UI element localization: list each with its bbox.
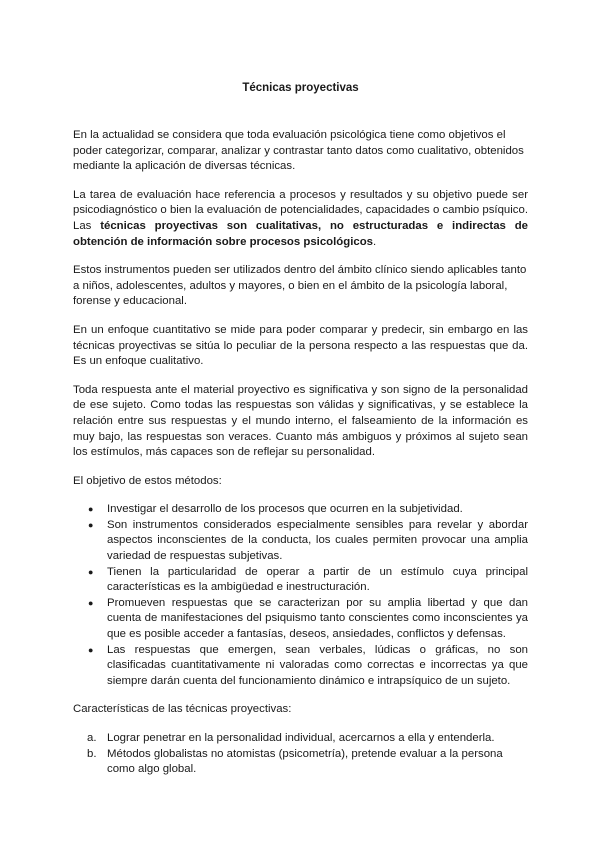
list-item-text: Métodos globalistas no atomistas (psicometría), pretende evaluar a la persona como algo global. xyxy=(107,747,503,776)
paragraph-approach: En un enfoque cuantitativo se mide para poder comparar y predecir, sin embargo en las técnicas proyectivas se sitúa lo peculiar de la persona respecto a las respuestas que da. Es un enfoque cualitativo. xyxy=(73,323,528,368)
paragraph-evaluation-end: . xyxy=(373,235,377,248)
list-item xyxy=(73,747,528,778)
list-item xyxy=(73,518,528,565)
list-item xyxy=(73,643,528,690)
list-item xyxy=(73,596,528,643)
characteristics-heading: Características de las técnicas proyectivas: xyxy=(73,703,292,716)
list-marker: b. xyxy=(87,747,97,760)
list-item-text: Tienen la particularidad de operar a partir de un estímulo cuya principal características es la ambigüedad e inestructuración. xyxy=(107,565,528,594)
bullet-icon: ● xyxy=(88,519,94,530)
list-item-text: Promueven respuestas que se caracterizan por su amplia libertad y que dan cuenta de manifestaciones del psiquismo tanto conscientes como inconscientes ya que es posible acceder a fantasías, deseos, ansiedades, conflictos y defensas. xyxy=(107,596,528,641)
objectives-list xyxy=(73,502,528,689)
list-marker: a. xyxy=(87,732,97,744)
bullet-icon: ● xyxy=(88,566,94,577)
paragraph-response: Toda respuesta ante el material proyectivo es significativa y son signo de la personalidad de ese sujeto. Como todas las respuestas son válidas y significativas, y se establece la relación entre sus respuestas y el mundo interno, el falseamiento de la información es muy bajo, las respuestas son veraces. Cuanto más ambiguos y próximos al sujeto sean los estímulos, más capaces son de reflejar su personalidad. xyxy=(73,383,528,459)
paragraph-objective-heading: El objetivo de estos métodos: xyxy=(73,474,222,487)
bullet-icon: ● xyxy=(88,644,94,655)
paragraph-intro: En la actualidad se considera que toda evaluación psicológica tiene como objetivos el poder categorizar, comparar, analizar y contrastar tanto datos como cualitativo, obtenidos mediante la aplicación de diversas técnicas. xyxy=(73,129,524,173)
list-item-text: Investigar el desarrollo de los procesos que ocurren en la subjetividad. xyxy=(107,503,463,516)
list-item xyxy=(73,731,528,747)
characteristics-list xyxy=(73,731,528,778)
bullet-icon: ● xyxy=(88,504,94,515)
paragraph-evaluation xyxy=(73,188,528,250)
paragraph-evaluation-text: La tarea de evaluación hace referencia a procesos y resultados y su objetivo puede ser psicodiagnóstico o bien la evaluación de potencialidades, capacidades o cambio psíquico. Las xyxy=(73,188,528,232)
list-item-text: Las respuestas que emergen, sean verbales, lúdicas o gráficas, no son clasificadas cuantitativamente ni valoradas como correctas e incorrectas ya que siempre darán cuenta del funcionamiento dinámico e intrapsíquico de un sujeto. xyxy=(107,643,528,687)
paragraph-instruments: Estos instrumentos pueden ser utilizados dentro del ámbito clínico siendo aplicables tanto a niños, adolescentes, adultos y mayores, o bien en el ámbito de la psicología laboral, forense y educacional. xyxy=(73,264,527,308)
list-item-text: Son instrumentos considerados especialmente sensibles para revelar y abordar aspectos inconscientes de la conducta, los cuales permiten provocar una amplia variedad de respuestas subjetivas. xyxy=(107,518,528,563)
paragraph-evaluation-bold: técnicas proyectivas son cualitativas, no estructuradas e indirectas de obtención de información sobre procesos psicológicos xyxy=(73,219,528,248)
document-body xyxy=(73,128,528,778)
list-item xyxy=(73,502,528,518)
list-item xyxy=(73,565,528,596)
list-item-text: Lograr penetrar en la personalidad individual, acercarnos a ella y entenderla. xyxy=(107,732,495,744)
bullet-icon: ● xyxy=(88,597,94,608)
document-title: Técnicas proyectivas xyxy=(242,82,359,94)
